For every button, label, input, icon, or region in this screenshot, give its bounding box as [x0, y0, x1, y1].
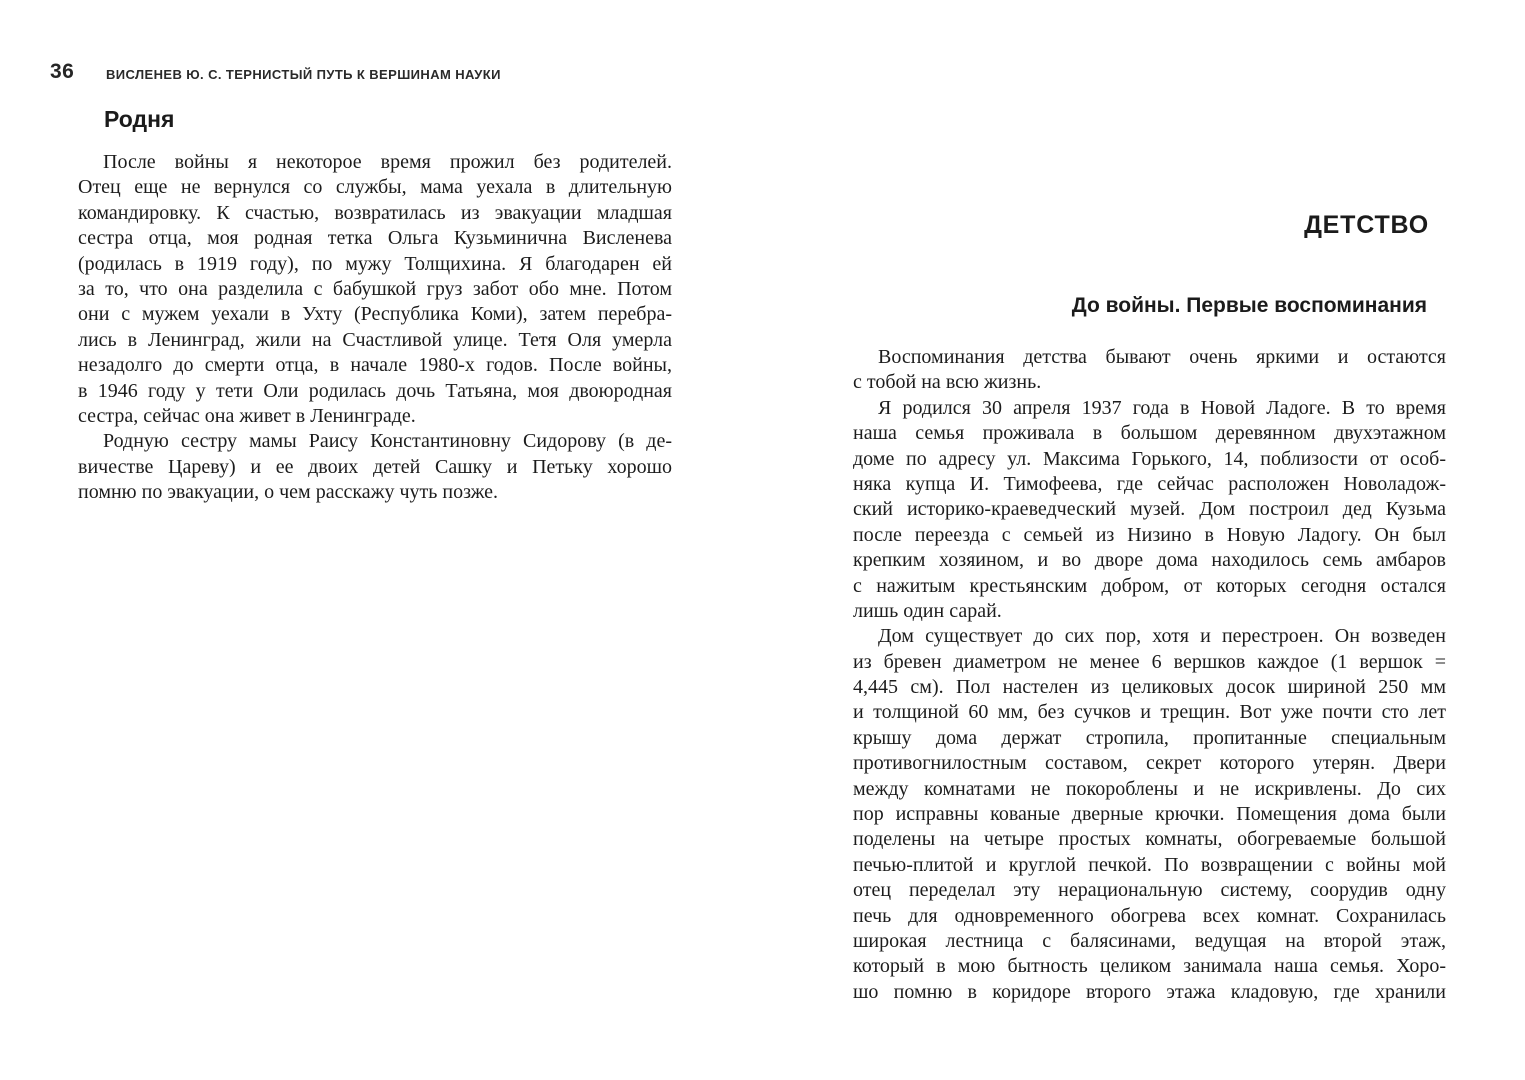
text-line: Воспоминания детства бывают очень яркими и остаются — [878, 346, 1446, 368]
text-line: с тобой на всю жизнь. — [853, 371, 1042, 394]
text-line: пор исправны кованые дверные крючки. Помещения дома были — [853, 803, 1446, 826]
text-line: Родную сестру мамы Раису Константиновну Сидорову (в де- — [103, 430, 672, 453]
text-line: Дом существует до сих пор, хотя и перестроен. Он возведен — [878, 625, 1446, 648]
text-line: в 1946 году у тети Оли родилась дочь Татьяна, моя двоюродная — [78, 379, 672, 402]
text-line: вичестве Цареву) и ее двоих детей Сашку и Петьку хорошо — [78, 455, 672, 478]
text-line: печь для одновременного обогрева всех комнат. Сохранилась — [853, 904, 1446, 927]
text-line: они с мужем уехали в Ухту (Республика Коми), затем перебра- — [78, 303, 672, 326]
section-heading-rodnya: Родня — [104, 106, 175, 132]
text-line: широкая лестница с балясинами, ведущая на второй этаж, — [853, 929, 1446, 952]
text-line: доме по адресу ул. Максима Горького, 14, поблизости от особ- — [853, 447, 1446, 470]
text-line: ский историко-краеведческий музей. Дом построил дед Кузьма — [853, 498, 1446, 521]
text-line: незадолго до смерти отца, в начале 1980-х годов. После войны, — [78, 354, 672, 377]
text-line: поделены на четыре простых комнаты, обогреваемые большой — [853, 828, 1446, 851]
paragraph — [853, 345, 1446, 396]
paragraph — [853, 624, 1446, 1005]
text-line: Я родился 30 апреля 1937 года в Новой Ладоге. В то время — [878, 396, 1446, 419]
text-line: после переезда с семьей из Низино в Новую Ладогу. Он был — [853, 523, 1446, 546]
section-heading-do-voyny: До войны. Первые воспоминания — [1071, 294, 1427, 317]
left-page-body — [78, 150, 672, 505]
text-line: 4,445 см). Пол настелен из целиковых досок шириной 250 мм — [853, 676, 1446, 699]
text-line: сестра отца, моя родная тетка Ольга Кузьминична Висленева — [78, 227, 672, 250]
text-line: шо помню в коридоре второго этажа кладовую, где хранили — [853, 980, 1446, 1003]
text-line: печью-плитой и круглой печкой. По возвращении с войны мой — [853, 853, 1446, 876]
text-line: После войны я некоторое время прожил без родителей. — [103, 151, 672, 173]
text-line: за то, что она разделила с бабушкой груз забот обо мне. Потом — [78, 277, 672, 300]
chapter-heading-detstvo: ДЕТСТВО — [1304, 211, 1429, 239]
text-line: с нажитым крестьянским добром, от которых сегодня остался — [853, 574, 1446, 597]
text-line: между комнатами не покороблены и не искривлены. До сих — [853, 777, 1446, 800]
paragraph — [78, 429, 672, 505]
text-line: сестра, сейчас она живет в Ленинграде. — [78, 404, 416, 427]
text-line: (родилась в 1919 году), по мужу Толщихина. Я благодарен ей — [78, 252, 672, 275]
page-number: 36 — [50, 60, 75, 83]
text-line: Отец еще не вернулся со службы, мама уехала в длительную — [78, 176, 672, 199]
text-line: который в мою бытность целиком занимала наша семья. Хоро- — [853, 955, 1446, 978]
text-line: няка купца И. Тимофеева, где сейчас расположен Новоладож- — [853, 472, 1446, 495]
text-line: наша семья проживала в большом деревянном двухэтажном — [853, 422, 1446, 445]
text-line: лишь один сарай. — [853, 599, 1002, 622]
text-line: и толщиной 60 мм, без сучков и трещин. Вот уже почти сто лет — [853, 701, 1446, 724]
right-page-body — [853, 345, 1446, 1005]
paragraph — [853, 396, 1446, 625]
text-line: отец переделал эту нерациональную систему, соорудив одну — [853, 879, 1446, 902]
text-line: лись в Ленинград, жили на Счастливой улице. Тетя Оля умерла — [78, 328, 672, 351]
text-line: из бревен диаметром не менее 6 вершков каждое (1 вершок = — [853, 650, 1446, 673]
text-line: командировку. К счастью, возвратилась из эвакуации младшая — [78, 201, 672, 224]
text-line: крышу дома держат стропила, пропитанные специальным — [853, 726, 1446, 749]
text-line: помню по эвакуации, о чем расскажу чуть позже. — [78, 481, 499, 504]
running-header: ВИСЛЕНЕВ Ю. С. ТЕРНИСТЫЙ ПУТЬ К ВЕРШИНАМ НАУКИ — [106, 67, 501, 82]
text-line: противогнилостным составом, секрет которого утерян. Двери — [853, 752, 1446, 775]
text-line: крепким хозяином, и во дворе дома находилось семь амбаров — [853, 549, 1446, 572]
paragraph — [78, 150, 672, 429]
